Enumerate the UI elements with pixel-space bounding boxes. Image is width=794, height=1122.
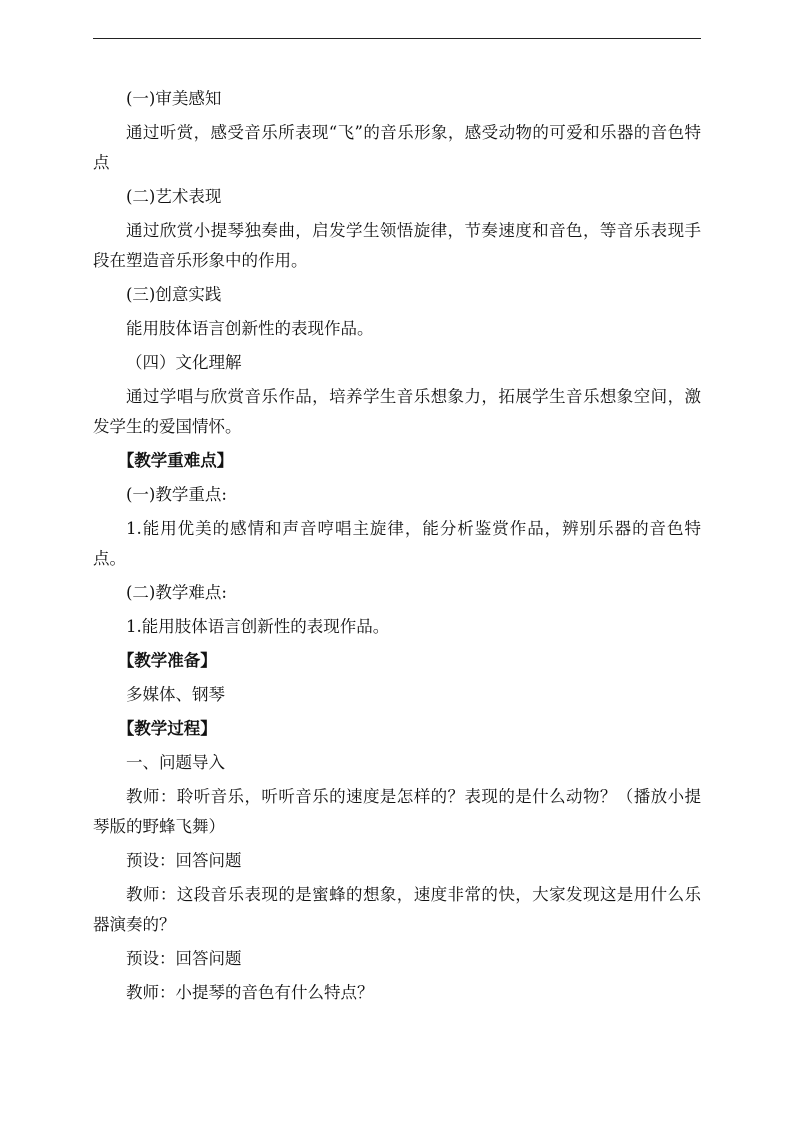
section-heading-key-points: 【教学重难点】 <box>117 451 234 470</box>
paragraph: 能用肢体语言创新性的表现作品。 <box>126 319 374 338</box>
paragraph: 1.能用优美的感情和声音哼唱主旋律，能分析鉴赏作品，辨别乐器的音色特点。 <box>93 519 701 568</box>
paragraph: 通过欣赏小提琴独奏曲，启发学生领悟旋律，节奏速度和音色，等音乐表现手段在塑造音乐形象中的作用。 <box>93 221 701 270</box>
paragraph: 教师：小提琴的音色有什么特点？ <box>126 983 374 1002</box>
paragraph: 1.能用肢体语言创新性的表现作品。 <box>126 617 390 636</box>
subsection-question-intro: 一、问题导入 <box>126 753 225 772</box>
paragraph: 教师：聆听音乐，听听音乐的速度是怎样的？表现的是什么动物？（播放小提琴版的野蜂飞舞） <box>93 787 701 836</box>
paragraph: 预设：回答问题 <box>126 949 242 968</box>
subsection-teaching-difficulty: (二)教学难点: <box>126 583 227 602</box>
subsection-aesthetic-perception: (一)审美感知 <box>126 89 222 108</box>
section-heading-preparation: 【教学准备】 <box>117 651 217 670</box>
paragraph: 教师：这段音乐表现的是蜜蜂的想象，速度非常的快，大家发现这是用什么乐器演奏的？ <box>93 885 701 934</box>
paragraph: 预设：回答问题 <box>126 851 242 870</box>
subsection-creative-practice: (三)创意实践 <box>126 285 222 304</box>
document-content <box>93 84 701 1012</box>
header-rule <box>93 38 701 39</box>
paragraph: 通过学唱与欣赏音乐作品，培养学生音乐想象力，拓展学生音乐想象空间，激发学生的爱国情怀。 <box>93 387 701 436</box>
paragraph: 多媒体、钢琴 <box>126 685 225 704</box>
subsection-teaching-focus: (一)教学重点: <box>126 485 227 504</box>
paragraph: 通过听赏，感受音乐所表现“飞”的音乐形象，感受动物的可爱和乐器的音色特点 <box>93 123 701 172</box>
section-heading-process: 【教学过程】 <box>117 719 217 738</box>
subsection-artistic-expression: (二)艺术表现 <box>126 187 222 206</box>
subsection-cultural-understanding: （四）文化理解 <box>126 353 242 372</box>
